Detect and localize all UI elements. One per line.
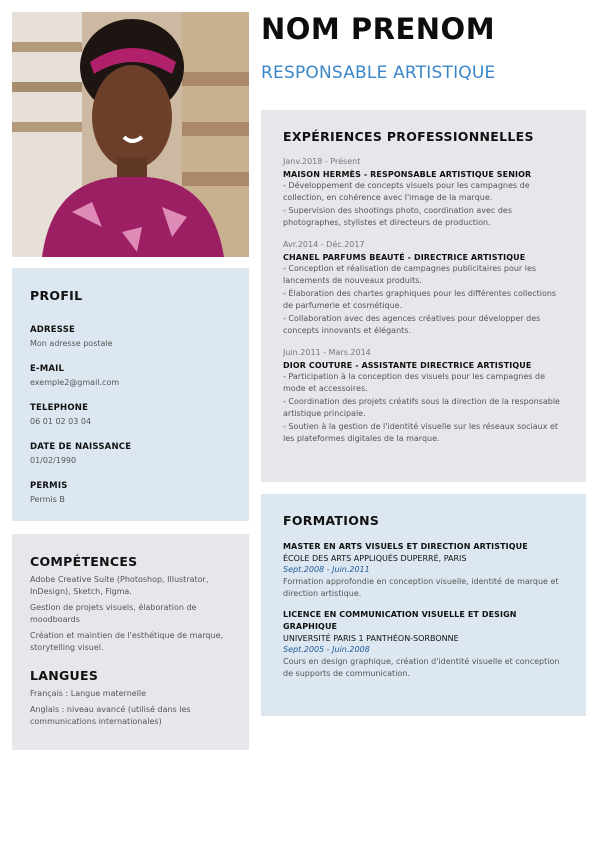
email-field: [30, 364, 231, 387]
skills-panel: [12, 534, 249, 750]
phone-field: [30, 403, 231, 426]
field-value: Mon adresse postale: [30, 339, 113, 348]
language-item: Français : Langue maternelle: [30, 689, 147, 698]
degree-description: Cours en design graphique, création d'identité visuelle et conception de supports de communication.: [283, 657, 560, 678]
degree-entry: [283, 541, 564, 600]
field-label: ADRESSE: [30, 325, 76, 335]
job-company: CHANEL PARFUMS BEAUTÉ - DIRECTRICE ARTISTIQUE: [283, 253, 526, 262]
profile-title: PROFIL: [30, 288, 83, 303]
job-description: - Soutien à la gestion de l'identité visuelle sur les réseaux sociaux et les plateformes digitales de la marque.: [283, 422, 559, 443]
job-entry: [283, 348, 564, 445]
job-description: - Participation à la conception des visuels pour les campagnes de mode et accessoires.: [283, 372, 546, 393]
job-period: Janv.2018 - Présent: [283, 157, 361, 166]
field-value: exemple2@gmail.com: [30, 378, 120, 387]
field-label: PERMIS: [30, 481, 68, 491]
skill-item: Gestion de projets visuels, élaboration de moodboards: [30, 603, 197, 624]
job-company: MAISON HERMÈS - RESPONSABLE ARTISTIQUE SENIOR: [283, 170, 532, 179]
field-value: 01/02/1990: [30, 456, 77, 465]
job-description: - Collaboration avec des agences créatives pour développer des concepts innovants et élégants.: [283, 314, 541, 335]
field-label: DATE DE NAISSANCE: [30, 442, 132, 452]
degree-school: UNIVERSITÉ PARIS 1 PANTHÉON-SORBONNE: [283, 634, 459, 643]
job-description: - Conception et réalisation de campagnes publicitaires pour les lancements de nouveaux produits.: [283, 264, 537, 285]
job-title: RESPONSABLE ARTISTIQUE: [261, 63, 496, 83]
job-description: - Coordination des projets créatifs sous la direction de la responsable artistique principale.: [283, 397, 560, 418]
language-item: Anglais : niveau avancé (utilisé dans les communications internationales): [30, 705, 191, 726]
degree-dates: Sept.2005 - Juin.2008: [283, 645, 370, 654]
field-label: TELEPHONE: [30, 403, 89, 413]
education-title: FORMATIONS: [283, 513, 380, 528]
degree-school: ÉCOLE DES ARTS APPLIQUÉS DUPERRÉ, PARIS: [283, 554, 467, 563]
degree-name: LICENCE EN COMMUNICATION VISUELLE ET DESIGN GRAPHIQUE: [283, 610, 517, 631]
job-description: - Élaboration des chartes graphiques pour les différentes collections de parfumerie et cosmétique.: [283, 289, 557, 310]
job-company: DIOR COUTURE - ASSISTANTE DIRECTRICE ARTISTIQUE: [283, 361, 532, 370]
birthdate-field: [30, 442, 231, 465]
experience-title: EXPÉRIENCES PROFESSIONNELLES: [283, 129, 534, 144]
job-period: Avr.2014 - Déc.2017: [283, 240, 365, 249]
field-value: Permis B: [30, 495, 65, 504]
job-description: - Développement de concepts visuels pour les campagnes de collection, en cohérence avec l'image de la marque.: [283, 181, 530, 202]
job-description: - Supervision des shootings photo, coordination avec des photographes, stylistes et directeurs de production.: [283, 206, 512, 227]
profile-photo: [12, 12, 249, 257]
degree-name: MASTER EN ARTS VISUELS ET DIRECTION ARTISTIQUE: [283, 542, 528, 551]
education-panel: [261, 494, 586, 716]
address-field: [30, 325, 231, 348]
field-value: 06 01 02 03 04: [30, 417, 92, 426]
degree-entry: [283, 609, 564, 680]
job-period: Juin.2011 - Mars.2014: [283, 348, 371, 357]
license-field: [30, 481, 231, 504]
skills-title: COMPÉTENCES: [30, 554, 138, 569]
experience-panel: [261, 110, 586, 482]
skill-item: Création et maintien de l'esthétique de marque, storytelling visuel.: [30, 631, 224, 652]
profile-panel: [12, 268, 249, 521]
job-entry: [283, 157, 564, 229]
skill-item: Adobe Creative Suite (Photoshop, Illustrator, InDesign), Sketch, Figma.: [30, 575, 209, 596]
degree-description: Formation approfondie en conception visuelle, identité de marque et direction artistique.: [283, 577, 559, 598]
languages-title: LANGUES: [30, 668, 99, 683]
job-entry: [283, 240, 564, 337]
candidate-name: NOM PRENOM: [261, 12, 496, 46]
degree-dates: Sept.2008 - Juin.2011: [283, 565, 370, 574]
field-label: E-MAIL: [30, 364, 65, 374]
